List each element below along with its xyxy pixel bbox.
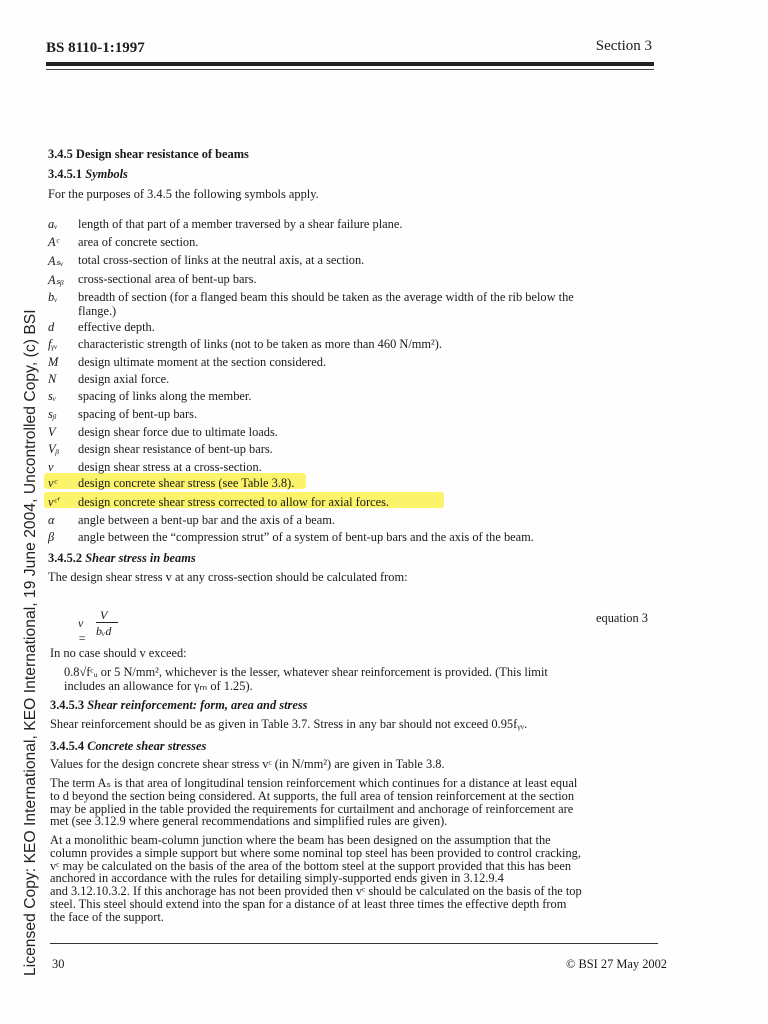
subsection-title: Symbols [85,167,128,181]
subsection-title: Shear stress in beams [85,551,196,565]
equation-label: equation 3 [596,611,648,625]
symbol-definition: area of concrete section. [78,235,199,249]
subsection-number: 3.4.5.2 [48,551,83,565]
paragraph-line: to d beyond the section being considered. At supports, the full area of tension reinforcement at the section [50,788,575,803]
symbol: bᵥ [48,290,58,304]
paragraph-line: At a monolithic beam-column junction where the beam has been designed on the assumption that the [50,833,551,847]
paragraph-line: anchored in accordance with the rules for detailing simply-supported ends given in 3.12.9.4 [50,871,504,886]
limit-line-1: 0.8√fᶜᵤ or 5 N/mm², whichever is the lesser, whatever shear reinforcement is provided. (This limit [64,665,548,679]
symbol: sᵥ [48,389,57,403]
symbol-definition: characteristic strength of links (not to be taken as more than 460 N/mm²). [78,337,442,351]
subsection-number: 3.4.5.4 [50,739,85,753]
symbol: vᶜ [48,476,57,490]
paragraph-line: the face of the support. [50,909,164,924]
symbol-definition: design concrete shear stress corrected to allow for axial forces. [78,495,390,509]
license-watermark: Licensed Copy: KEO International, KEO International, 19 June 2004, Uncontrolled Copy, (c) BSI [22,309,39,976]
area-paragraph [50,777,660,828]
symbol-definition: design shear resistance of bent-up bars. [78,442,273,456]
page-number: 30 [52,957,65,971]
symbol-definition: angle between a bent-up bar and the axis of a beam. [78,513,335,527]
symbol-definition: cross-sectional area of bent-up bars. [78,272,257,286]
subsection-number: 3.4.5.1 [48,167,83,181]
subsection-heading-3-4-5-4 [50,740,206,753]
symbol-definition: total cross-section of links at the neutral axis, at a section. [78,253,365,267]
symbol: N [48,372,57,386]
copyright: © BSI 27 May 2002 [566,957,667,971]
symbol: β [48,530,55,544]
paragraph-line: column provides a simple support but where some nominal top steel has been provided to control cracking, [50,845,581,860]
paragraph-line: met (see 3.12.9 where general recommendations and simplified rules are given). [50,814,448,829]
section-label: Section 3 [595,38,652,54]
symbol: Aᶜ [48,235,59,249]
equation-numerator: V [100,608,108,622]
standard-number: BS 8110-1:1997 [46,40,145,56]
junction-paragraph [50,834,660,924]
symbol-definition: breadth of section (for a flanged beam this should be taken as the average width of the rib below the [78,290,574,304]
symbol-definition: design shear stress at a cross-section. [78,460,262,474]
section-heading-3-4-5: 3.4.5 Design shear resistance of beams [48,147,249,161]
paragraph-line: vᶜ may be calculated on the basis of the area of the bottom steel at the support provided that this has been [50,858,572,873]
symbol-definition: design shear force due to ultimate loads. [78,425,278,439]
subsection-heading-3-4-5-2 [48,552,196,565]
limit-line-2: includes an allowance for γₘ of 1.25). [64,679,253,693]
symbol: v [48,460,54,474]
symbol-definition-continued: flange.) [78,304,117,318]
concrete-shear-text: Values for the design concrete shear stress vᶜ (in N/mm²) are given in Table 3.8. [50,757,445,771]
limit-intro: In no case should v exceed: [50,646,187,660]
symbol: Aₛᵥ [48,254,64,268]
paragraph-line: and 3.12.10.3.2. If this anchorage has not been provided then vᶜ should be calculated on the basis of the top [50,884,582,899]
symbol-definition: spacing of links along the member. [78,389,252,403]
header-rule-thick [46,62,654,66]
symbol-definition: design axial force. [78,372,170,386]
symbol: V [48,425,56,439]
equation-lhs: v = [78,616,87,645]
subsection-number: 3.4.5.3 [50,698,85,712]
shear-stress-text: The design shear stress v at any cross-section should be calculated from: [48,570,408,584]
symbol: fᵧᵥ [48,337,58,351]
symbol-definition: spacing of bent-up bars. [78,407,198,421]
paragraph-line: may be applied in the table provided the requirements for curtailment and anchorage of reinforcement are [50,801,574,816]
symbol-definition: length of that part of a member traversed by a shear failure plane. [78,217,403,231]
symbol: Vᵦ [48,442,60,456]
subsection-heading-3-4-5-1 [48,168,128,181]
footer-rule [50,943,658,944]
subsection-title: Concrete shear stresses [87,739,207,753]
equation-denominator: bᵥd [96,624,112,638]
symbol: Aₛᵦ [48,273,64,287]
fraction-bar [96,622,118,623]
header-rule-thin [46,69,654,70]
symbol: aᵥ [48,217,58,231]
symbol: sᵦ [48,407,57,421]
symbol: vᶜ′ [48,495,60,509]
symbol-definition: effective depth. [78,320,155,334]
symbol: α [48,513,55,527]
symbol-definition: angle between the “compression strut” of a system of bent-up bars and the axis of the beam. [78,530,534,544]
subsection-heading-3-4-5-3 [50,699,307,712]
symbol: M [48,355,59,369]
paragraph-line: The term Aₛ is that area of longitudinal tension reinforcement which continues for a distance at least equal [50,776,578,790]
symbol-definition: design ultimate moment at the section considered. [78,355,327,369]
shear-reinforcement-text: Shear reinforcement should be as given in Table 3.7. Stress in any bar should not exceed 0.95fᵧᵥ. [50,717,528,731]
symbol-definition: design concrete shear stress (see Table 3.8). [78,476,295,490]
symbols-intro: For the purposes of 3.4.5 the following symbols apply. [48,187,319,201]
paragraph-line: steel. This steel should extend into the span for a distance of at least three times the effective depth from [50,896,567,911]
symbol: d [48,320,55,334]
subsection-title: Shear reinforcement: form, area and stress [87,698,308,712]
